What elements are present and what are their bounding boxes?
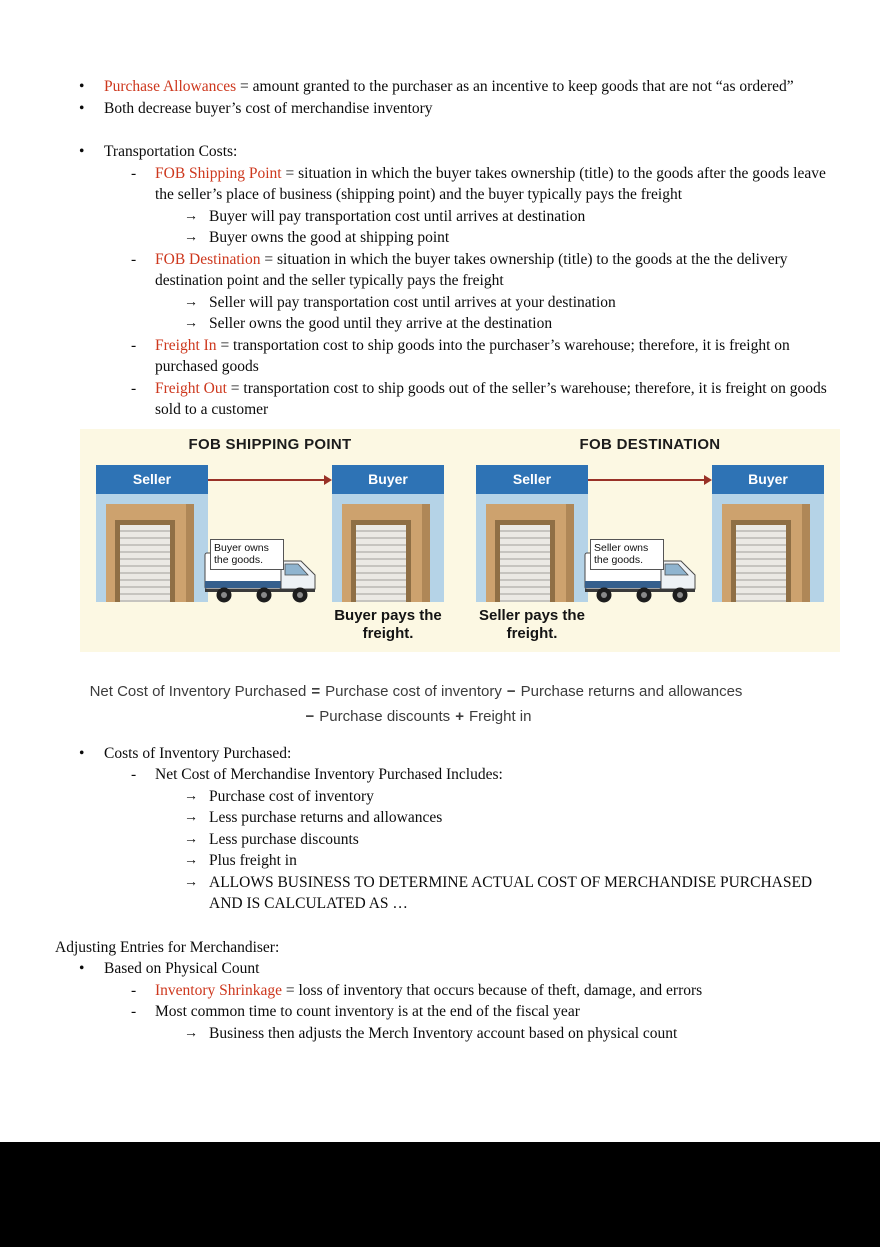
note-text: Plus freight in	[209, 852, 297, 869]
dash-most-common-time	[130, 1001, 832, 1023]
truck-ownership-label: Seller owns the goods.	[590, 539, 664, 570]
term-purchase-allowances: Purchase Allowances	[104, 78, 237, 95]
buyer-box-label: Buyer	[332, 465, 444, 494]
dash-marker: -	[131, 1003, 137, 1020]
buyer-box-body	[712, 494, 824, 602]
seller-box-body	[476, 494, 588, 602]
buyer-box	[332, 465, 444, 602]
definition-text: = situation in which the buyer takes ownership (title) to the goods after the goods leave the seller’s place of business (shipping point) and the buyer typically pays the freight	[155, 164, 826, 203]
panel-title: FOB DESTINATION	[579, 435, 721, 453]
arrow-buyer-owns-good	[183, 227, 832, 249]
adjusting-entries-heading: Adjusting Entries for Merchandiser:	[55, 938, 280, 956]
equals-sign: =	[311, 682, 321, 700]
buyer-box-label: Buyer	[712, 465, 824, 494]
panel-title: FOB SHIPPING POINT	[188, 435, 352, 453]
bullet-marker: •	[79, 143, 85, 160]
bullet-both-decrease	[78, 98, 832, 120]
arrow-seller-pays-transport	[183, 292, 832, 314]
warehouse-icon	[486, 504, 574, 602]
formula-text: Purchase cost of inventory	[325, 682, 502, 700]
warehouse-door-icon	[351, 520, 411, 602]
page-bottom-background	[0, 1142, 880, 1247]
dash-marker: -	[131, 379, 137, 397]
seller-box-body	[96, 494, 208, 602]
term-fob-destination: FOB Destination	[155, 250, 261, 268]
warehouse-icon	[722, 504, 810, 602]
bullet-marker: •	[79, 960, 85, 977]
dash-marker: -	[131, 164, 137, 182]
arrow-marker: →	[184, 831, 198, 847]
definition-text: = transportation cost to ship goods into the purchaser’s warehouse; therefore, it is freight on purchased goods	[155, 336, 790, 375]
note-text: Buyer owns the good at shipping point	[209, 229, 450, 246]
bullet-purchase-allowances	[78, 76, 832, 98]
freight-caption: Buyer pays the freight.	[334, 606, 442, 642]
arrow-marker: →	[184, 853, 198, 868]
warehouse-door-icon	[731, 520, 791, 602]
arrow-marker: →	[184, 230, 198, 245]
note-text: Most common time to count inventory is at the end of the fiscal year	[155, 1003, 580, 1020]
plus-sign: +	[455, 707, 464, 725]
arrow-marker: →	[184, 874, 198, 890]
arrow-marker: →	[184, 208, 198, 224]
bullet-transportation-costs	[78, 141, 832, 163]
fob-destination-panel	[460, 429, 840, 652]
term-freight-in: Freight In	[155, 336, 217, 354]
note-text: Less purchase returns and allowances	[209, 809, 443, 826]
arrow-allows-business	[183, 872, 832, 915]
fob-figure	[80, 429, 840, 652]
bullet-based-on-physical-count	[78, 958, 832, 980]
definition-text: = transportation cost to ship goods out of the seller’s warehouse; therefore, it is freight on goods sold to a customer	[155, 379, 827, 418]
bullet-costs-of-inventory	[78, 743, 832, 765]
formula-text: Purchase returns and allowances	[520, 682, 743, 700]
arrow-less-returns	[183, 807, 832, 829]
formula-line-2	[0, 704, 832, 729]
note-text: ALLOWS BUSINESS TO DETERMINE ACTUAL COST OF MERCHANDISE PURCHASED AND IS CALCULATED AS …	[209, 873, 813, 912]
dash-marker: -	[131, 336, 137, 354]
bullet-marker: •	[79, 744, 85, 762]
definition-text: = loss of inventory that occurs because of theft, damage, and errors	[285, 981, 703, 999]
arrow-buyer-pays-transport	[183, 206, 832, 228]
net-cost-formula	[0, 679, 832, 729]
note-text: Purchase cost of inventory	[209, 787, 374, 805]
fob-shipping-panel	[80, 429, 460, 652]
freight-caption: Seller pays the freight.	[479, 606, 585, 642]
arrow-marker: →	[184, 788, 198, 804]
formula-text: Freight in	[468, 707, 532, 725]
note-text: Business then adjusts the Merch Inventory account based on physical count	[209, 1024, 678, 1042]
minus-sign: −	[305, 707, 315, 725]
dash-fob-shipping-point	[130, 163, 832, 206]
note-text: Both decrease buyer’s cost of merchandise inventory	[104, 99, 433, 117]
term-fob-shipping-point: FOB Shipping Point	[155, 164, 282, 182]
arrow-marker: →	[184, 810, 198, 825]
warehouse-icon	[106, 504, 194, 602]
warehouse-door-icon	[115, 520, 175, 602]
heading-text: Transportation Costs:	[104, 143, 238, 160]
definition-text: = amount granted to the purchaser as an incentive to keep goods that are not “as ordered”	[240, 78, 794, 95]
note-text: Buyer will pay transportation cost until arrives at destination	[209, 207, 586, 225]
heading-text: Costs of Inventory Purchased:	[104, 744, 292, 762]
arrow-purchase-cost	[183, 786, 832, 808]
buyer-box-body	[332, 494, 444, 602]
arrow-business-adjusts	[183, 1023, 832, 1045]
spacer	[0, 915, 832, 937]
buyer-box	[712, 465, 824, 602]
dash-freight-in	[130, 335, 832, 378]
arrow-marker: →	[184, 316, 198, 331]
seller-box-label: Seller	[96, 465, 208, 494]
dash-net-cost-includes	[130, 764, 832, 786]
arrow-seller-owns-good	[183, 313, 832, 335]
minus-sign: −	[506, 682, 516, 700]
dash-freight-out	[130, 378, 832, 421]
dash-fob-destination	[130, 249, 832, 292]
note-text: Less purchase discounts	[209, 830, 359, 848]
spacer	[0, 119, 832, 141]
note-text: Seller will pay transportation cost until arrives at your destination	[209, 293, 616, 311]
formula-text: Net Cost of Inventory Purchased	[89, 682, 307, 700]
note-text: Based on Physical Count	[104, 960, 260, 977]
spacer	[0, 729, 832, 743]
dash-marker: -	[131, 250, 137, 268]
term-freight-out: Freight Out	[155, 379, 227, 397]
bullet-marker: •	[79, 99, 85, 117]
dash-inventory-shrinkage	[130, 980, 832, 1002]
bullet-marker: •	[79, 78, 85, 95]
arrow-marker: →	[184, 1025, 198, 1041]
warehouse-door-icon	[495, 520, 555, 602]
dash-marker: -	[131, 981, 137, 999]
arrow-less-discounts	[183, 829, 832, 851]
definition-text: = situation in which the buyer takes ownership (title) to the goods at the the delivery destination point and the seller typically pays the freight	[155, 250, 788, 289]
note-text: Seller owns the good until they arrive at the destination	[209, 315, 553, 332]
formula-line-1	[0, 679, 832, 704]
truck-ownership-label: Buyer owns the goods.	[210, 539, 284, 570]
seller-box	[96, 465, 208, 602]
warehouse-icon	[342, 504, 430, 602]
seller-box	[476, 465, 588, 602]
arrow-marker: →	[184, 294, 198, 310]
dash-marker: -	[131, 766, 137, 783]
arrow-plus-freight-in	[183, 850, 832, 872]
note-text: Net Cost of Merchandise Inventory Purchased Includes:	[155, 766, 503, 783]
formula-text: Purchase discounts	[319, 707, 451, 725]
term-inventory-shrinkage: Inventory Shrinkage	[155, 981, 282, 999]
shipping-direction-arrow-icon	[588, 479, 705, 481]
shipping-direction-arrow-icon	[208, 479, 325, 481]
seller-box-label: Seller	[476, 465, 588, 494]
